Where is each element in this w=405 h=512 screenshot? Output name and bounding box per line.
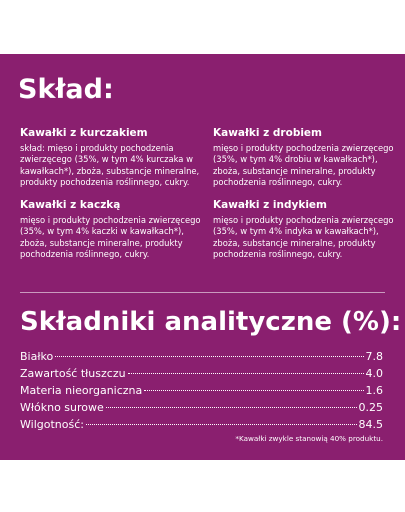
dotted-leader — [128, 373, 364, 374]
nutrient-name: Włókno surowe — [20, 401, 104, 414]
ingredient-text: mięso i produkty pochodzenia zwierzęcego (35%, w tym 4% drobiu w kawałkach*), zboża, substancje mineralne, produkty pochodzenia roślinnego, cukry. — [213, 142, 394, 188]
nutrient-value: 0.25 — [358, 401, 383, 414]
composition-left-column — [20, 127, 205, 271]
nutrient-name: Zawartość tłuszczu — [20, 367, 126, 380]
ingredient-heading: Kawałki z drobiem — [213, 127, 322, 139]
composition-right-column — [213, 127, 398, 271]
nutrient-name: Wilgotność: — [20, 418, 84, 431]
nutrient-row-ash — [20, 382, 383, 399]
dotted-leader — [144, 390, 363, 391]
section-divider — [20, 292, 385, 293]
nutrient-value: 7.8 — [365, 350, 383, 363]
nutrient-value: 4.0 — [365, 367, 383, 380]
ingredient-heading: Kawałki z kaczką — [20, 199, 121, 212]
dotted-leader — [106, 407, 357, 408]
ingredient-text: mięso i produkty pochodzenia zwierzęcego (35%, w tym 4% indyka w kawałkach*), zboża, substancje mineralne, produkty pochodzenia roślinnego, cukry. — [213, 214, 394, 260]
ingredient-heading: Kawałki z kurczakiem — [20, 127, 148, 139]
ingredient-heading: Kawałki z indykiem — [213, 199, 327, 212]
ingredient-duck — [20, 199, 205, 261]
ingredient-text: mięso i produkty pochodzenia zwierzęcego (35%, w tym 4% kaczki w kawałkach*), zboża, substancje mineralne, produkty pochodzenia roślinnego, cukry. — [20, 214, 201, 260]
dotted-leader — [55, 356, 363, 357]
nutrient-row-moisture — [20, 416, 383, 433]
ingredients-panel — [0, 54, 405, 460]
ingredient-poultry — [213, 127, 398, 189]
nutrient-value: 1.6 — [365, 384, 383, 397]
nutrient-row-fibre — [20, 399, 383, 416]
analytical-title: Składniki analityczne (%): — [20, 307, 402, 337]
analytical-table — [20, 348, 383, 433]
nutrient-name: Białko — [20, 350, 54, 363]
ingredient-chicken — [20, 127, 205, 189]
ingredient-text: skład: mięso i produkty pochodzenia zwierzęcego (35%, w tym 4% kurczaka w kawałkach*), zboża, substancje mineralne, produkty pochodzenia roślinnego, cukry. — [20, 142, 200, 188]
nutrient-value: 84.5 — [358, 418, 383, 431]
ingredient-turkey — [213, 199, 398, 261]
footnote: *Kawałki zwykle stanowią 40% produktu. — [235, 434, 383, 443]
nutrient-row-protein — [20, 348, 383, 365]
dotted-leader — [86, 424, 357, 425]
composition-title: Skład: — [18, 74, 114, 105]
nutrient-name: Materia nieorganiczna — [20, 384, 143, 397]
nutrient-row-fat — [20, 365, 383, 382]
